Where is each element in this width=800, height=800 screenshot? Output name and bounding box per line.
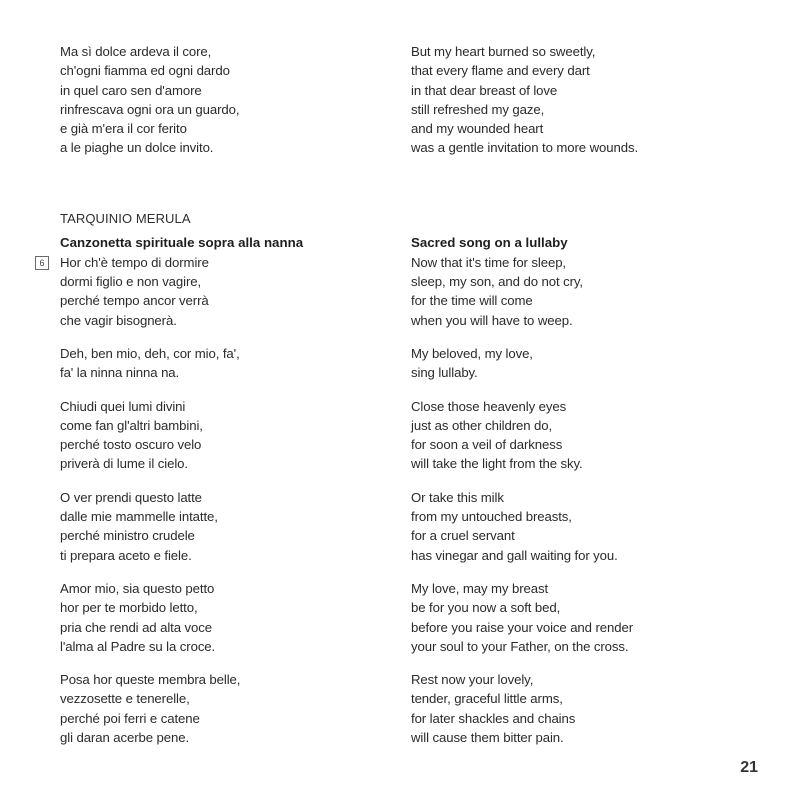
verse-line: for later shackles and chains [411,710,576,726]
verse-line: Posa hor queste membra belle, [60,672,241,688]
verse-line: sing lullaby. [411,365,478,381]
top-stanza-italian [60,42,380,158]
verse-line: rinfrescava ogni ora un guardo, [60,101,240,117]
verse-line: Or take this milk [411,489,504,505]
verse-line: tender, graceful little arms, [411,691,563,707]
stanza-english [411,488,771,565]
verse-line: gli daran acerbe pene. [60,730,190,746]
italian-column [60,42,380,747]
verse-line: priverà di lume il cielo. [60,456,188,472]
verse-line: has vinegar and gall waiting for you. [411,547,618,563]
page-number: 21 [740,759,758,776]
verse-line: dalle mie mammelle intatte, [60,509,218,525]
verse-line: for a cruel servant [411,528,515,544]
verse-line: before you raise your voice and render [411,619,633,635]
verse-line: when you will have to weep. [411,312,573,328]
stanza-english [411,670,771,747]
verse-line: vezzosette e tenerelle, [60,691,190,707]
song-title-english: Sacred song on a lullaby [411,234,568,250]
verse-line: pria che rendi ad alta voce [60,619,212,635]
verse-line: come fan gl'altri bambini, [60,417,203,433]
verse-line: l'alma al Padre su la croce. [60,638,216,654]
verse-line: hor per te morbido letto, [60,600,198,616]
verse-line: But my heart burned so sweetly, [411,44,596,59]
stanza-italian [60,253,380,330]
verse-line: for soon a veil of darkness [411,437,563,453]
verse-line: and my wounded heart [411,121,544,137]
verse-line: in that dear breast of love [411,82,558,98]
verse-line: ch'ogni fiamma ed ogni dardo [60,63,230,79]
verse-line: dormi figlio e non vagire, [60,274,202,290]
composer-name: TARQUINIO MERULA [60,210,191,226]
verse-line: perché poi ferri e catene [60,710,200,726]
verse-line: will take the light from the sky. [411,456,583,472]
verse-line: Chiudi quei lumi divini [60,398,186,414]
verse-line: still refreshed my gaze, [411,101,545,117]
stanza-italian [60,488,380,565]
verse-line: Close those heavenly eyes [411,398,567,414]
verse-line: My love, may my breast [411,580,549,596]
verse-line: was a gentle invitation to more wounds. [411,140,639,156]
verse-line: your soul to your Father, on the cross. [411,638,629,654]
verse-line: Amor mio, sia questo petto [60,580,215,596]
verse-line: from my untouched breasts, [411,509,572,525]
stanza-english [411,253,771,330]
verse-line: Ma sì dolce ardeva il core, [60,44,212,59]
verse-line: Rest now your lovely, [411,672,534,688]
verse-line: in quel caro sen d'amore [60,82,202,98]
english-column [411,42,771,747]
stanza-english [411,397,771,474]
verse-line: Now that it's time for sleep, [411,254,566,270]
stanza-italian [60,670,380,747]
verse-line: perché tosto oscuro velo [60,437,202,453]
verse-line: che vagir bisognerà. [60,312,177,328]
verse-line: be for you now a soft bed, [411,600,561,616]
verse-line: ti prepara aceto e fiele. [60,547,192,563]
verse-line: sleep, my son, and do not cry, [411,274,583,290]
verse-line: that every flame and every dart [411,63,590,79]
verse-line: My beloved, my love, [411,345,533,361]
verse-line: O ver prendi questo latte [60,489,202,505]
stanza-italian [60,397,380,474]
stanza-italian [60,344,380,383]
song-title-italian: Canzonetta spirituale sopra alla nanna [60,234,304,250]
verse-line: Deh, ben mio, deh, cor mio, fa', [60,345,240,361]
verse-line: perché ministro crudele [60,528,195,544]
verse-line: will cause them bitter pain. [411,730,564,746]
stanza-italian [60,579,380,656]
stanza-english [411,579,771,656]
verse-line: just as other children do, [411,417,553,433]
verse-line: a le piaghe un dolce invito. [60,140,214,156]
verse-line: fa' la ninna ninna na. [60,365,180,381]
verse-line: for the time will come [411,293,533,309]
verse-line: Hor ch'è tempo di dormire [60,254,209,270]
stanza-english [411,344,771,383]
top-stanza-english [411,42,771,158]
verse-line: perché tempo ancor verrà [60,293,209,309]
verse-line: e già m'era il cor ferito [60,121,187,137]
track-number-box: 6 [35,256,49,270]
